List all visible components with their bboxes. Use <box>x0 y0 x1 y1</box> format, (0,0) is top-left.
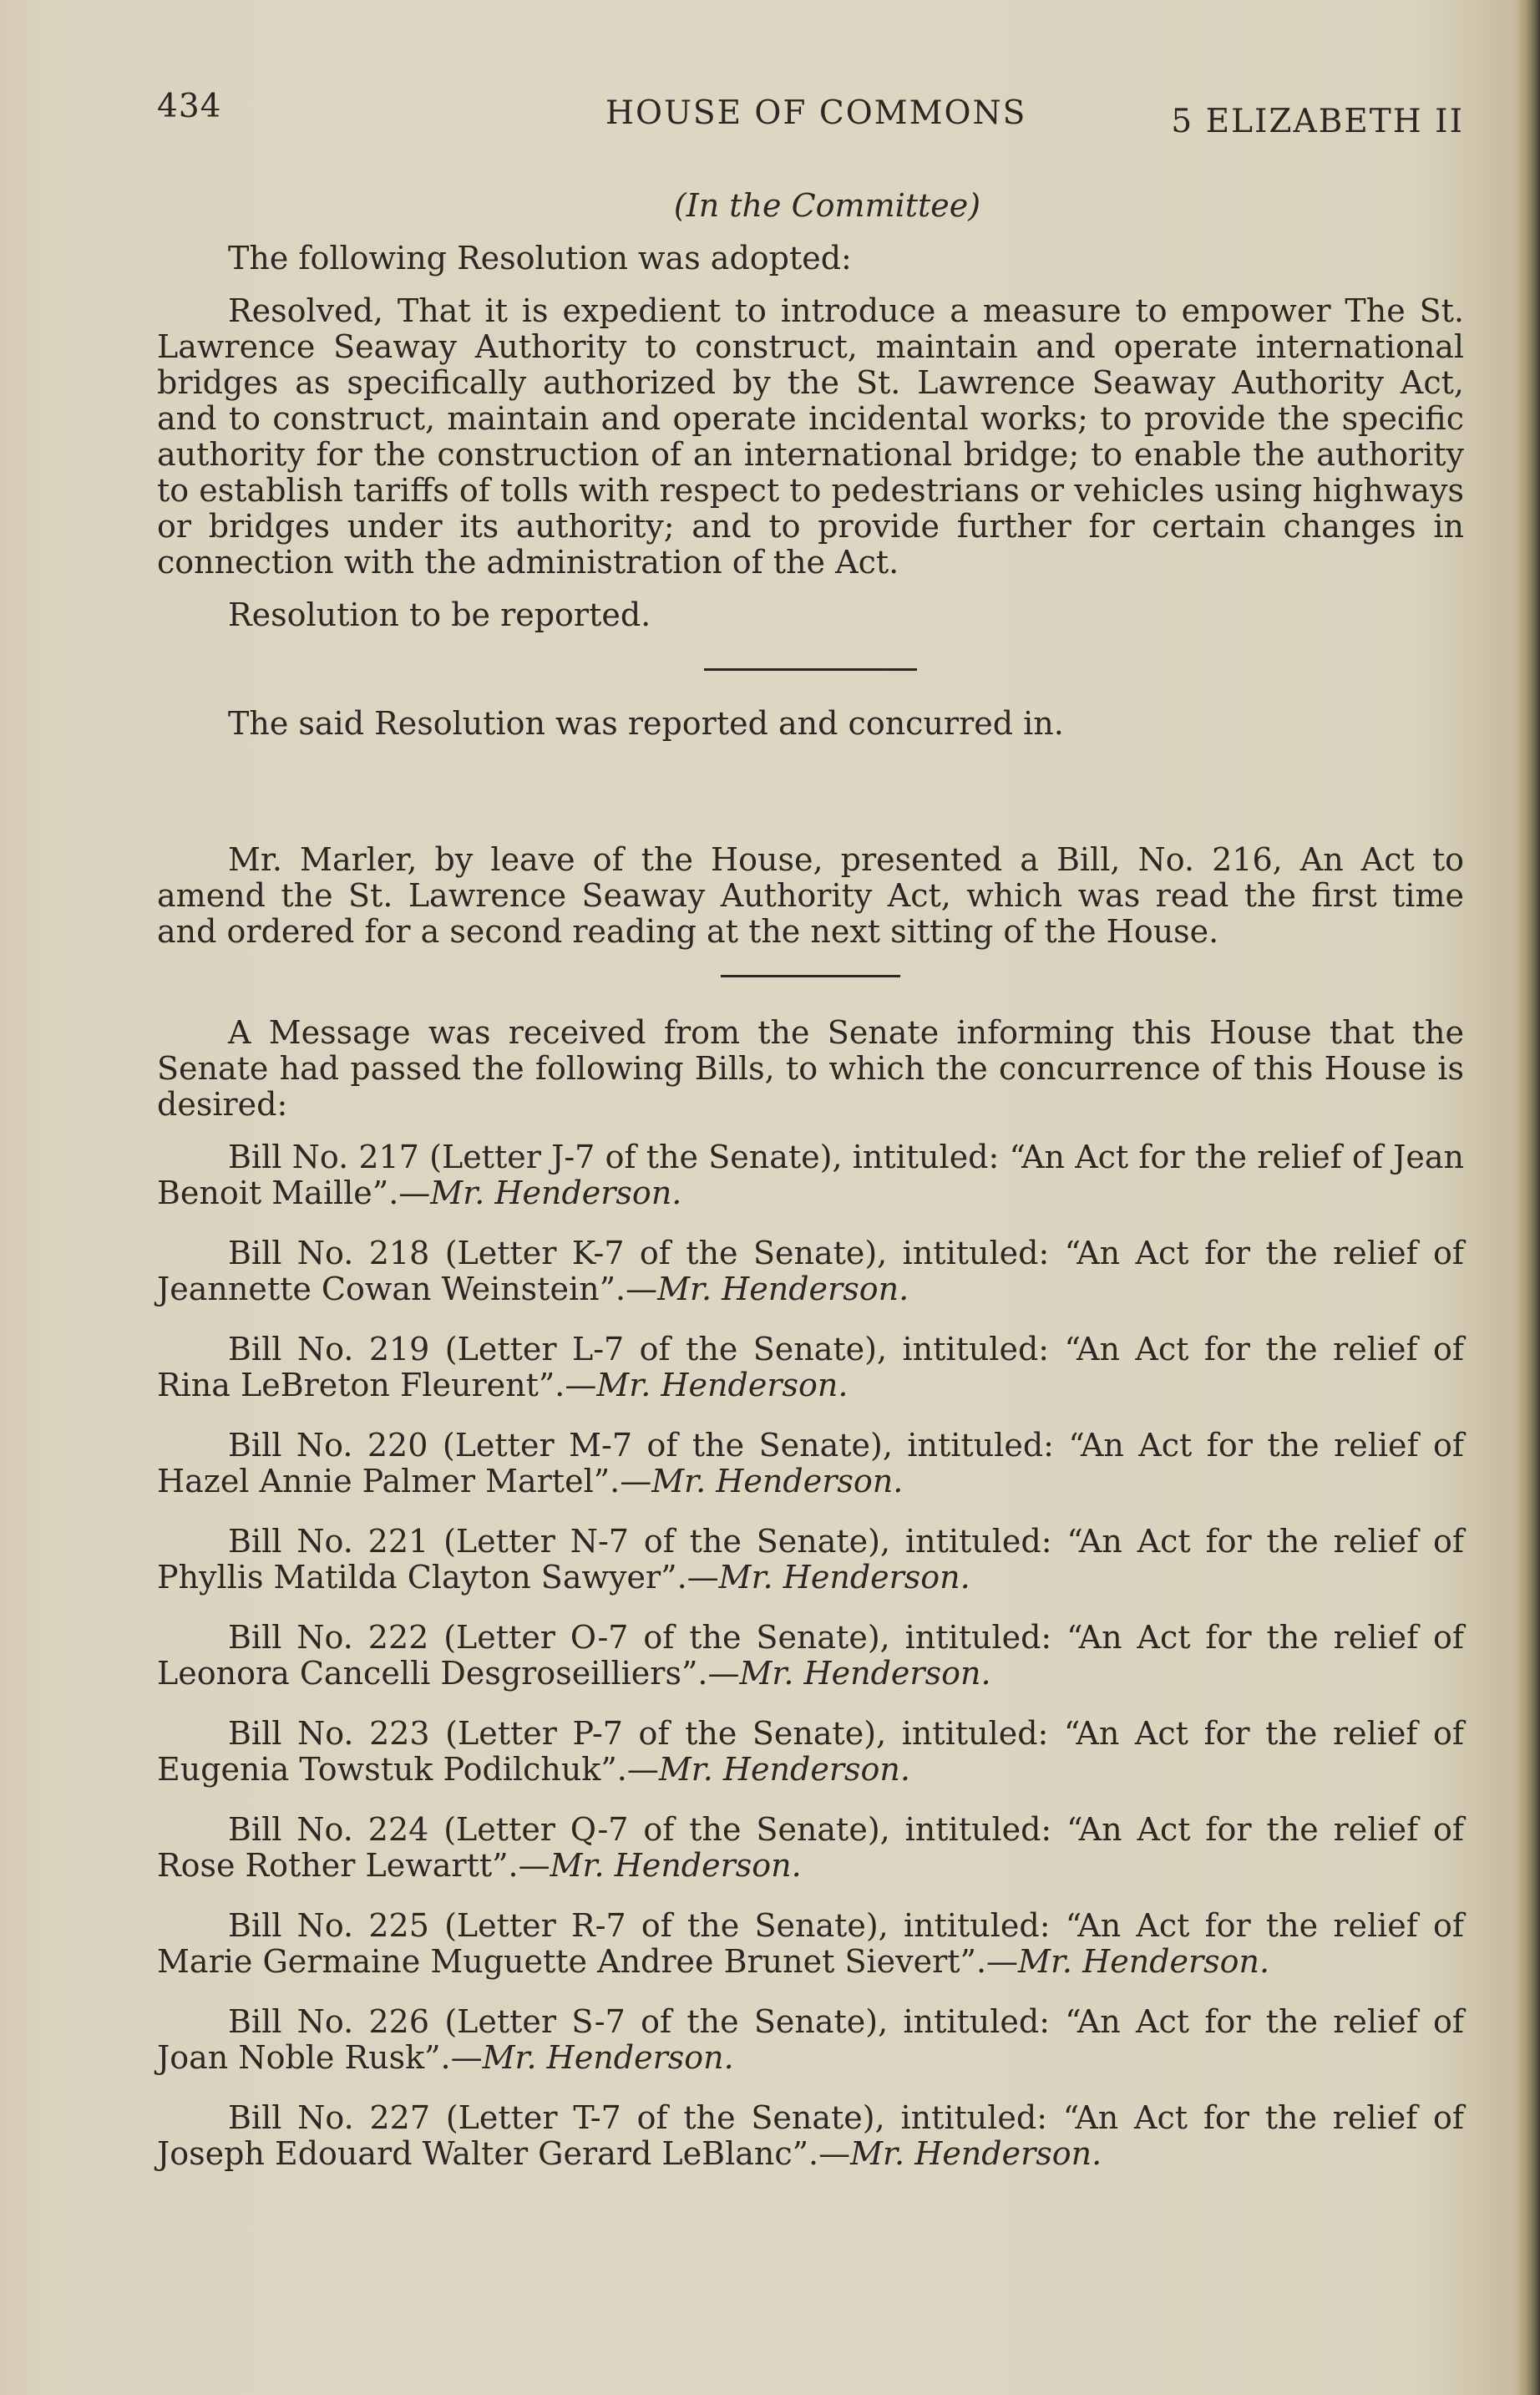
page-header <box>157 88 1464 138</box>
sponsor-name: Mr. Henderson. <box>430 1175 682 1211</box>
sponsor-name: Mr. Henderson. <box>658 1751 910 1788</box>
regnal-year: 5 ELIZABETH II <box>1171 103 1464 140</box>
bill-entry-224: Bill No. 224 (Letter Q-7 of the Senate), intituled: “An Act for the relief of Rose Rother Lewartt”.—Mr. Henderson. <box>157 1811 1464 1884</box>
section-divider <box>721 975 900 977</box>
bill-entry-220: Bill No. 220 (Letter M-7 of the Senate), intituled: “An Act for the relief of Hazel Annie Palmer Martel”.—Mr. Henderson. <box>157 1427 1464 1499</box>
bill-entry-222: Bill No. 222 (Letter O-7 of the Senate), intituled: “An Act for the relief of Leonora Cancelli Desgroseilliers”.—Mr. Henderson. <box>157 1619 1464 1692</box>
marler-bill-paragraph: Mr. Marler, by leave of the House, presented a Bill, No. 216, An Act to amend the St. Lawrence Seaway Authority Act, which was read the first time and ordered for a second reading at the next sitting of the House. <box>157 841 1464 950</box>
resolution-text: Resolved, That it is expedient to introduce a measure to empower The St. Lawrence Seaway Authority to construct, maintain and operate international bridges as specifically authorized by the St. Lawrence Seaway Authority Act, and to construct, maintain and operate incidental works; to provide the specific authority for the construction of an international bridge; to enable the authority to establish tariffs of tolls with respect to pedestrians or vehicles using highways or bridges under its authority; and to provide further for certain changes in connection with the administration of the Act. <box>157 292 1464 581</box>
journal-title: HOUSE OF COMMONS <box>605 94 1027 132</box>
bill-entry-218: Bill No. 218 (Letter K-7 of the Senate), intituled: “An Act for the relief of Jeannette Cowan Weinstein”.—Mr. Henderson. <box>157 1235 1464 1307</box>
bill-entry-225: Bill No. 225 (Letter R-7 of the Senate), intituled: “An Act for the relief of Marie Germaine Muguette Andree Brunet Sievert”.—Mr. Henderson. <box>157 1907 1464 1980</box>
spacer <box>157 759 1464 842</box>
sponsor-name: Mr. Henderson. <box>1018 1943 1270 1980</box>
sponsor-name: Mr. Henderson. <box>657 1271 909 1307</box>
bill-entry-227: Bill No. 227 (Letter T-7 of the Senate), intituled: “An Act for the relief of Joseph Edouard Walter Gerard LeBlanc”.—Mr. Henderson. <box>157 2099 1464 2172</box>
sponsor-name: Mr. Henderson. <box>718 1559 970 1596</box>
bill-entry-226: Bill No. 226 (Letter S-7 of the Senate), intituled: “An Act for the relief of Joan Noble Rusk”.—Mr. Henderson. <box>157 2003 1464 2076</box>
senate-bills-list <box>157 1139 1464 2172</box>
page-number: 434 <box>157 88 222 125</box>
senate-message: A Message was received from the Senate informing this House that the Senate had passed the following Bills, to which the concurrence of this House is desired: <box>157 1014 1464 1123</box>
resolution-report: Resolution to be reported. <box>228 596 651 633</box>
sponsor-name: Mr. Henderson. <box>550 1847 802 1884</box>
bill-entry-221: Bill No. 221 (Letter N-7 of the Senate), intituled: “An Act for the relief of Phyllis Matilda Clayton Sawyer”.—Mr. Henderson. <box>157 1523 1464 1596</box>
sponsor-name: Mr. Henderson. <box>850 2135 1102 2172</box>
page-body <box>157 188 1464 2196</box>
section-divider <box>704 668 917 671</box>
committee-label: (In the Committee) <box>673 187 981 224</box>
sponsor-name: Mr. Henderson. <box>739 1655 991 1692</box>
concurrence-note: The said Resolution was reported and concurred in. <box>228 705 1064 742</box>
bill-entry-219: Bill No. 219 (Letter L-7 of the Senate), intituled: “An Act for the relief of Rina LeBreton Fleurent”.—Mr. Henderson. <box>157 1331 1464 1403</box>
bill-entry-217: Bill No. 217 (Letter J-7 of the Senate), intituled: “An Act for the relief of Jean Benoit Maille”.—Mr. Henderson. <box>157 1139 1464 1211</box>
book-spine-edge <box>1515 0 1540 2395</box>
sponsor-name: Mr. Henderson. <box>596 1367 849 1403</box>
resolution-intro: The following Resolution was adopted: <box>228 240 852 277</box>
bill-entry-223: Bill No. 223 (Letter P-7 of the Senate), intituled: “An Act for the relief of Eugenia Towstuk Podilchuk”.—Mr. Henderson. <box>157 1715 1464 1788</box>
sponsor-name: Mr. Henderson. <box>651 1463 904 1499</box>
sponsor-name: Mr. Henderson. <box>482 2039 734 2076</box>
